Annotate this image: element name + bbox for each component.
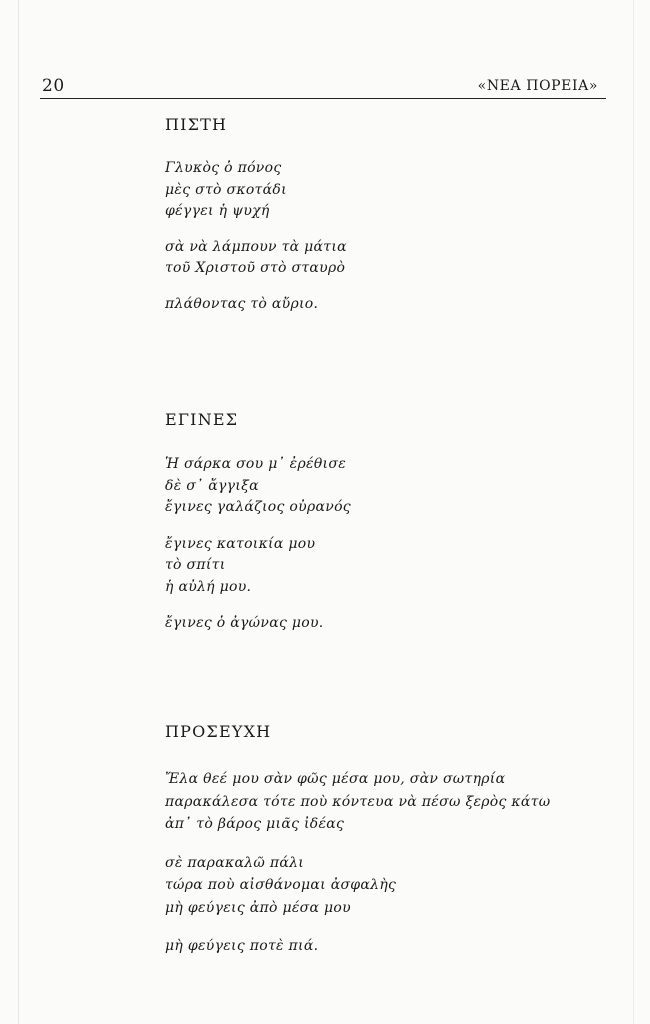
poem-line: τὸ σπίτι — [165, 557, 226, 573]
poem-pisti — [165, 115, 347, 315]
poem-line: Ἡ σάρκα σου μ᾽ ἐρέθισε — [165, 456, 347, 472]
stanza — [165, 613, 351, 635]
poem-line: ἡ αὐλή μου. — [165, 578, 252, 595]
header-rule — [40, 98, 606, 99]
poem-line: τοῦ Χριστοῦ στὸ σταυρὸ — [165, 260, 346, 276]
poem-line: δὲ σ᾽ ἄγγιξα — [165, 477, 259, 494]
poem-prosefchi — [165, 722, 550, 958]
poem-line: Ἔλα θεέ μου σὰν φῶς μέσα μου, σὰν σωτηρία — [165, 771, 506, 787]
stanza — [165, 294, 347, 316]
poem-title: ΕΓΙΝΕΣ — [165, 410, 239, 429]
stanza — [165, 454, 351, 519]
stanza — [165, 237, 347, 280]
stanza — [165, 534, 351, 599]
page-number: 20 — [42, 76, 65, 96]
running-header — [40, 76, 598, 98]
stanza — [165, 768, 550, 836]
poem-line: σὰ νὰ λάμπουν τὰ μάτια — [165, 238, 347, 255]
poem-line: ἔγινες ὁ ἀγώνας μου. — [165, 615, 324, 631]
poem-title: ΠΡΟΣΕΥΧΗ — [165, 722, 272, 741]
poem-line: τώρα ποὺ αἰσθάνομαι ἀσφαλὴς — [165, 877, 397, 893]
poem-line: ἔγινες κατοικία μου — [165, 535, 316, 552]
poem-line: παρακάλεσα τότε ποὺ κόντευα νὰ πέσω ξερὸς κάτω — [165, 793, 551, 810]
poem-line: ἔγινες γαλάζιος οὐρανός — [165, 499, 351, 515]
poem-line: ἀπ᾽ τὸ βάρος μιᾶς ἰδέας — [165, 816, 345, 832]
poem-egines — [165, 410, 351, 635]
poem-title: ΠΙΣΤΗ — [165, 115, 228, 134]
stanza — [165, 935, 550, 958]
poem-line: φέγγει ἡ ψυχή — [165, 203, 270, 219]
poem-line: σὲ παρακαλῶ πάλι — [165, 854, 305, 871]
poem-line: πλάθοντας τὸ αὔριο. — [165, 295, 319, 312]
stanza — [165, 852, 550, 920]
poem-line: μὴ φεύγεις ποτὲ πιά. — [165, 938, 319, 954]
stanza — [165, 158, 347, 223]
poem-line: μὴ φεύγεις ἀπὸ μέσα μου — [165, 899, 351, 916]
poem-line: μὲς στὸ σκοτάδι — [165, 181, 287, 198]
poem-line: Γλυκὸς ὁ πόνος — [165, 160, 282, 176]
journal-name: «ΝΕΑ ΠΟΡΕΙΑ» — [477, 78, 598, 94]
